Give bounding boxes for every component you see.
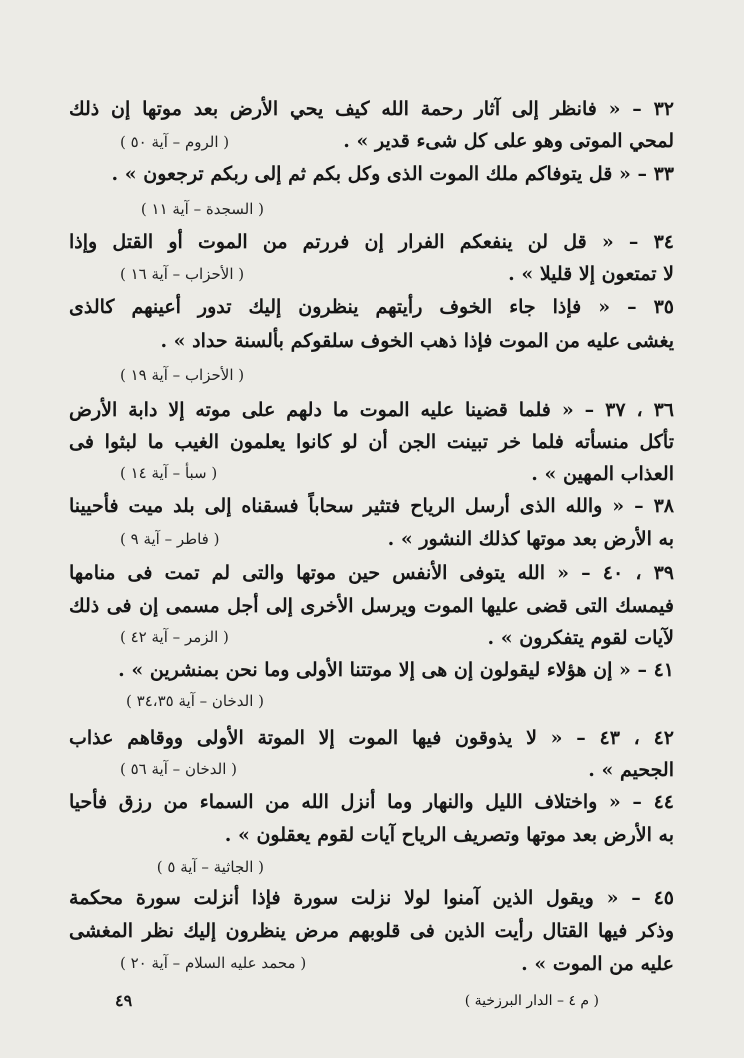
verse-line: لمحي الموتى وهو على كل شىء قدير » .	[343, 130, 674, 152]
signature-mark: ( م ٤ – الدار البرزخية )	[464, 993, 599, 1009]
verse-line: ٣٨ – « والله الذى أرسل الرياح فتثير سحاباً فسقناه إلى بلد ميت فأحيينا	[69, 495, 674, 517]
verse-reference: ( الروم – آية ٥٠ )	[120, 133, 230, 151]
verse-line: به الأرض بعد موتها كذلك النشور » .	[387, 528, 674, 550]
page-number: ٤٩	[115, 991, 133, 1010]
verse-line: فيمسك التى قضى عليها الموت ويرسل الأخرى إلى أجل مسمى إن فى ذلك	[69, 595, 674, 617]
verse-reference: ( الدخان – آية ٣٤،٣٥ )	[126, 692, 264, 710]
verse-line: ٣٢ – « فانظر إلى آثار رحمة الله كيف يحي الأرض بعد موتها إن ذلك	[69, 98, 674, 120]
verse-reference: ( فاطر – آية ٩ )	[120, 530, 220, 548]
verse-reference: ( السجدة – آية ١١ )	[140, 200, 264, 218]
verse-line: العذاب المهين » .	[531, 463, 674, 485]
verse-line: ٣٥ – « فإذا جاء الخوف رأيتهم ينظرون إليك تدور أعينهم كالذى	[69, 296, 674, 318]
verse-line: يغشى عليه من الموت فإذا ذهب الخوف سلقوكم بألسنة حداد » .	[160, 330, 674, 352]
verse-line: وذكر فيها القتال رأيت الذين فى قلوبهم مرض ينظرون إليك نظر المغشى	[69, 920, 674, 942]
verse-line: ٤١ – « إن هؤلاء ليقولون إن هى إلا موتتنا الأولى وما نحن بمنشرين » .	[118, 659, 674, 681]
verse-line: لآيات لقوم يتفكرون » .	[487, 627, 674, 649]
verse-reference: ( الدخان – آية ٥٦ )	[120, 760, 238, 778]
verse-reference: ( الأحزاب – آية ١٦ )	[120, 265, 245, 283]
verse-line: ٤٢ ، ٤٣ – « لا يذوقون فيها الموت إلا الموتة الأولى ووقاهم عذاب	[69, 727, 674, 749]
verse-reference: ( الجاثية – آية ٥ )	[156, 858, 264, 876]
verse-line: ٣٩ ، ٤٠ – « الله يتوفى الأنفس حين موتها والتى لم تمت فى منامها	[69, 562, 675, 584]
verse-line: الجحيم » .	[588, 759, 674, 781]
verse-line: به الأرض بعد موتها وتصريف الرياح آيات لقوم يعقلون » .	[224, 824, 674, 846]
verse-line: ٣٤ – « قل لن ينفعكم الفرار إن فررتم من الموت أو القتل وإذا	[69, 231, 674, 253]
verse-reference: ( الأحزاب – آية ١٩ )	[120, 366, 245, 384]
verse-reference: ( الزمر – آية ٤٢ )	[120, 628, 229, 646]
verse-line: ٣٣ – « قل يتوفاكم ملك الموت الذى وكل بكم ثم إلى ربكم ترجعون » .	[111, 163, 674, 185]
verse-line: تأكل منسأته فلما خر تبينت الجن أن لو كانوا يعلمون الغيب ما لبثوا فى	[69, 431, 674, 453]
verse-line: ٣٦ ، ٣٧ – « فلما قضينا عليه الموت ما دلهم على موته إلا دابة الأرض	[69, 399, 674, 421]
verse-line: عليه من الموت » .	[521, 953, 674, 975]
verse-line: ٤٥ – « ويقول الذين آمنوا لولا نزلت سورة فإذا أنزلت سورة محكمة	[69, 887, 674, 909]
verse-reference: ( سبأ – آية ١٤ )	[120, 464, 218, 482]
verse-line: ٤٤ – « واختلاف الليل والنهار وما أنزل الله من السماء من رزق فأحيا	[69, 791, 674, 813]
verse-reference: ( محمد عليه السلام – آية ٢٠ )	[120, 954, 307, 972]
verse-line: لا تمتعون إلا قليلا » .	[508, 263, 674, 285]
